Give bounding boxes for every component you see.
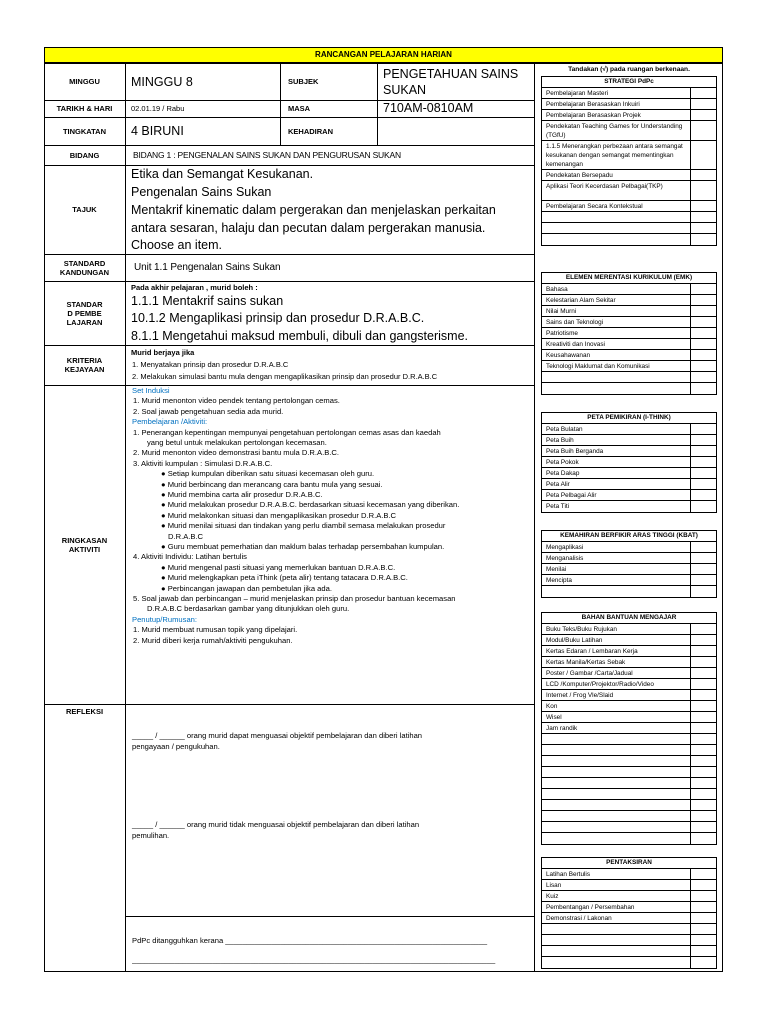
refleksi-line-2a: _____ / ______ orang murid tidak menguasai objektif pembelajaran dan diberi latihan	[132, 820, 420, 829]
checkbox-cell[interactable]	[690, 668, 716, 678]
set-induksi-item: 1. Murid menonton video pendek tentang pertolongan cemas.	[133, 396, 340, 406]
sidebar-row-label: Pembelajaran Masteri	[546, 90, 609, 97]
sidebar-row-pentaksiran	[542, 957, 716, 968]
set-induksi-item: 2. Soal jawab pengetahuan sedia ada murid.	[133, 406, 284, 416]
sidebar-row-label: 1.1.5 Menerangkan perbezaan antara semangat kesukanan dengan semangat mementingkan kemenangan	[546, 143, 683, 168]
sidebar-row-ithink	[542, 424, 716, 435]
sidebar-row-label: Peta Bulatan	[546, 426, 583, 433]
sidebar-row-pentaksiran	[542, 935, 716, 946]
checkbox-cell[interactable]	[690, 778, 716, 788]
sidebar-row-kbat	[542, 553, 716, 564]
checkbox-cell[interactable]	[690, 501, 716, 512]
checkbox-cell[interactable]	[690, 913, 716, 923]
sidebar-row-strategi	[542, 121, 716, 141]
sidebar-row-bbm	[542, 679, 716, 690]
tajuk-dropdown[interactable]: Choose an item.	[131, 238, 223, 252]
sidebar-row-strategi	[542, 223, 716, 234]
sidebar-row-label: Kertas Edaran / Lembaran Kerja	[546, 648, 638, 655]
sidebar-row-bbm	[542, 745, 716, 756]
checkbox-cell[interactable]	[690, 679, 716, 689]
checkbox-cell[interactable]	[690, 712, 716, 722]
header-divider-2	[377, 63, 378, 145]
pembelajaran-item: 5. Soal jawab dan perbincangan – murid menjelaskan prinsip dan prosedur bantuan kecemasan	[133, 594, 456, 603]
sidebar-row-label: Peta Pokok	[546, 459, 579, 466]
pembelajaran-item: ● Guru membuat pemerhatian dan maklum balas terhadap persembahan kumpulan.	[161, 542, 445, 551]
checkbox-cell[interactable]	[690, 553, 716, 563]
checkbox-cell[interactable]	[690, 789, 716, 799]
sidebar-row-label: Pendekatan Teaching Games for Understanding (TGfU)	[546, 123, 683, 139]
pembelajaran-item: ● Murid berbincang dan merancang cara bantu mula yang sesuai.	[161, 479, 383, 489]
checkbox-cell[interactable]	[690, 946, 716, 956]
label-standard-kandungan: STANDARD KANDUNGAN	[59, 258, 110, 277]
checkbox-cell[interactable]	[690, 767, 716, 777]
tajuk-line-3: Mentakrif kinematic dalam pergerakan dan menjelaskan perkaitan	[131, 203, 496, 217]
checkbox-cell[interactable]	[690, 306, 716, 316]
checkbox-cell[interactable]	[690, 745, 716, 755]
sidebar-row-label: Pembentangan / Persembahan	[546, 904, 635, 911]
sidebar-row-label: Latihan Bertulis	[546, 871, 591, 878]
pembelajaran-item: yang betul untuk melakukan pertolongan kecemasan.	[147, 438, 327, 447]
checkbox-cell[interactable]	[690, 646, 716, 656]
checkbox-cell[interactable]	[690, 723, 716, 733]
checkbox-cell[interactable]	[690, 372, 716, 382]
penutup-item: 1. Murid membuat rumusan topik yang dipelajari.	[133, 625, 298, 635]
checkbox-cell[interactable]	[690, 490, 716, 500]
checkbox-cell[interactable]	[690, 295, 716, 305]
sidebar-instruction: Tandakan (√) pada ruangan berkenaan.	[568, 66, 690, 73]
sidebar-row-label: Buku Teks/Buku Rujukan	[546, 626, 617, 633]
checkbox-cell[interactable]	[690, 361, 716, 371]
sidebar-table-heading: BAHAN BANTUAN MENGAJAR	[542, 613, 716, 624]
sidebar-row-bbm	[542, 624, 716, 635]
value-masa: 710AM-0810AM	[383, 101, 474, 115]
sidebar-row-bbm	[542, 668, 716, 679]
sidebar-row-label: Peta Dakap	[546, 470, 580, 477]
sidebar-row-emk	[542, 383, 716, 394]
sidebar-row-label: Kuiz	[546, 893, 559, 900]
checkbox-cell[interactable]	[690, 542, 716, 552]
checkbox-cell[interactable]	[690, 869, 716, 879]
sidebar-row-pentaksiran	[542, 869, 716, 880]
sidebar-row-strategi	[542, 212, 716, 223]
checkbox-cell[interactable]	[690, 141, 716, 169]
sidebar-row-pentaksiran	[542, 913, 716, 924]
checkbox-cell[interactable]	[690, 690, 716, 700]
checkbox-cell[interactable]	[690, 121, 716, 140]
sidebar-row-label: LCD /Komputer/Projektor/Radio/Video	[546, 681, 654, 688]
set-induksi-heading: Set Induksi	[132, 386, 170, 395]
pembelajaran-item: ● Murid melengkapkan peta iThink (peta alir) tentang tatacara D.R.A.B.C.	[161, 573, 408, 583]
value-subjek-line2: SUKAN	[383, 83, 427, 97]
sidebar-row-strategi	[542, 141, 716, 170]
pembelajaran-item: 1. Penerangan kepentingan mempunyai pengetahuan pertolongan cemas asas dan kaedah	[133, 427, 441, 437]
checkbox-cell[interactable]	[690, 383, 716, 394]
label-minggu: MINGGU	[69, 77, 100, 86]
refleksi-line-1a: _____ / ______ orang murid dapat menguasai objektif pembelajaran dan diberi latihan	[132, 731, 423, 740]
sidebar-row-emk	[542, 339, 716, 350]
sidebar-row-label: Peta Buih Berganda	[546, 448, 604, 455]
value-standard-kandungan[interactable]: Unit 1.1 Pengenalan Sains Sukan	[134, 262, 281, 273]
sidebar-row-kbat	[542, 586, 716, 597]
checkbox-cell[interactable]	[690, 586, 716, 597]
sidebar-row-label: Modul/Buku Latihan	[546, 637, 603, 644]
checkbox-cell[interactable]	[690, 657, 716, 667]
sidebar-row-bbm	[542, 657, 716, 668]
sidebar-row-label: Poster / Gambar /Carta/Jadual	[546, 670, 633, 677]
sidebar-row-pentaksiran	[542, 946, 716, 957]
checkbox-cell[interactable]	[690, 435, 716, 445]
sidebar-row-strategi	[542, 201, 716, 212]
sidebar-row-label: Peta Buih	[546, 437, 574, 444]
value-subjek-line1: PENGETAHUAN SAINS	[383, 67, 519, 81]
penutup-heading: Penutup/Rumusan:	[132, 614, 198, 624]
checkbox-cell[interactable]	[690, 701, 716, 711]
page-title: RANCANGAN PELAJARAN HARIAN	[44, 47, 723, 63]
sidebar-row-label: Pembelajaran Berasaskan Inkuiri	[546, 101, 640, 108]
sidebar-row-kbat	[542, 564, 716, 575]
checkbox-cell[interactable]	[690, 317, 716, 327]
sidebar-row-emk	[542, 317, 716, 328]
sidebar-row-bbm	[542, 822, 716, 833]
value-tarikh: 02.01.19 / Rabu	[131, 104, 185, 113]
checkbox-cell[interactable]	[690, 170, 716, 180]
sidebar-row-label: Demonstrasi / Lakonan	[546, 915, 612, 922]
checkbox-cell[interactable]	[690, 328, 716, 338]
checkbox-cell[interactable]	[690, 446, 716, 456]
checkbox-cell[interactable]	[690, 284, 716, 294]
sidebar-row-label: Pembelajaran Secara Kontekstual	[546, 203, 643, 210]
sidebar-table-ithink	[541, 412, 717, 513]
row-divider	[125, 916, 534, 917]
label-refleksi: REFLEKSI	[65, 706, 104, 716]
sidebar-row-ithink	[542, 479, 716, 490]
pembelajaran-heading: Pembelajaran /Aktiviti:	[132, 417, 208, 427]
label-tarikh: TARIKH & HARI	[56, 104, 113, 113]
checkbox-cell[interactable]	[690, 350, 716, 360]
sidebar-row-label: Kon	[546, 703, 558, 710]
sidebar-row-emk	[542, 361, 716, 372]
sidebar-row-bbm	[542, 635, 716, 646]
checkbox-cell[interactable]	[690, 880, 716, 890]
sidebar-row-kbat	[542, 575, 716, 586]
sidebar-table-heading: KEMAHIRAN BERFIKIR ARAS TINGGI (KBAT)	[542, 531, 716, 542]
kriteria-intro: Murid berjaya jika	[131, 348, 195, 357]
pembelajaran-item: 3. Aktiviti kumpulan : Simulasi D.R.A.B.C.	[133, 458, 273, 468]
sidebar-table-kbat	[541, 530, 717, 598]
label-tingkatan: TINGKATAN	[62, 126, 107, 136]
sidebar-row-label: Lisan	[546, 882, 562, 889]
sidebar-row-ithink	[542, 446, 716, 457]
sidebar-row-bbm	[542, 756, 716, 767]
sidebar-row-label: Keusahawanan	[546, 352, 591, 359]
checkbox-cell[interactable]	[690, 811, 716, 821]
pembelajaran-item: ● Murid menilai situasi dan tindakan yang perlu diambil semasa melakukan prosedur	[161, 521, 446, 531]
sidebar-table-strategi	[541, 76, 717, 246]
sidebar-row-label: Peta Titi	[546, 503, 570, 510]
sidebar-row-ithink	[542, 457, 716, 468]
sidebar-row-ithink	[542, 490, 716, 501]
checkbox-cell[interactable]	[690, 212, 716, 222]
sidebar-row-label: Nilai Murni	[546, 308, 577, 315]
checkbox-cell[interactable]	[690, 800, 716, 810]
sidebar-row-label: Menilai	[546, 566, 567, 573]
sidebar-row-bbm	[542, 646, 716, 657]
checkbox-cell[interactable]	[690, 468, 716, 478]
pembelajaran-item: ● Murid membina carta alir prosedur D.R.A.B.C.	[161, 490, 323, 499]
sidebar-row-emk	[542, 284, 716, 295]
checkbox-cell[interactable]	[690, 110, 716, 120]
label-bidang: BIDANG	[69, 150, 100, 160]
checkbox-cell[interactable]	[690, 935, 716, 945]
label-column-divider	[125, 63, 126, 972]
checkbox-cell[interactable]	[690, 575, 716, 585]
sidebar-row-label: Kelestarian Alam Sekitar	[546, 297, 616, 304]
sidebar-table-heading: PETA PEMIKIRAN (I-THINK)	[542, 413, 716, 424]
sidebar-table-heading: STRATEGI PdPc	[542, 77, 716, 88]
checkbox-cell[interactable]	[690, 181, 716, 200]
sidebar-row-label: Peta Pelbagai Alir	[546, 492, 597, 499]
sidebar-row-label: Aplikasi Teori Kecerdasan Pelbagai(TKP)	[546, 183, 663, 190]
sidebar-row-label: Menganalisis	[546, 555, 584, 562]
sidebar-row-label: Bahasa	[546, 286, 568, 293]
checkbox-cell[interactable]	[690, 479, 716, 489]
sidebar-row-label: Kreativiti dan Inovasi	[546, 341, 605, 348]
label-standard-pembelajaran: STANDARD PEMBELAJARAN	[66, 299, 103, 327]
checkbox-cell[interactable]	[690, 99, 716, 109]
kriteria-item-2: 2. Melakukan simulasi bantu mula dengan mengaplikasikan prinsip dan prosedur D.R.A.B.C	[132, 372, 438, 381]
pembelajaran-item: ● Perbincangan jawapan dan pembetulan jika ada.	[161, 583, 332, 593]
pembelajaran-item: D.R.A.B.C	[168, 531, 204, 541]
checkbox-cell[interactable]	[690, 635, 716, 645]
checkbox-cell[interactable]	[690, 902, 716, 912]
sidebar-row-emk	[542, 328, 716, 339]
checkbox-cell[interactable]	[690, 339, 716, 349]
sidebar-row-bbm	[542, 690, 716, 701]
checkbox-cell[interactable]	[690, 424, 716, 434]
sidebar-row-bbm	[542, 734, 716, 745]
label-ringkasan-aktiviti: RINGKASAN AKTIVITI	[61, 535, 108, 554]
checkbox-cell[interactable]	[690, 756, 716, 766]
sidebar-row-bbm	[542, 811, 716, 822]
sidebar-row-pentaksiran	[542, 880, 716, 891]
sp-intro: Pada akhir pelajaran , murid boleh :	[131, 283, 258, 292]
sidebar-row-label: Jam randik	[546, 725, 578, 732]
checkbox-cell[interactable]	[690, 201, 716, 211]
sidebar-row-label: Teknologi Maklumat dan Komunikasi	[546, 363, 650, 370]
sidebar-table-heading: ELEMEN MERENTASI KURIKULUM (EMK)	[542, 273, 716, 284]
sidebar-row-label: Mengaplikasi	[546, 544, 584, 551]
sp-item-1: 1.1.1 Mentakrif sains sukan	[131, 294, 284, 308]
sidebar-row-emk	[542, 372, 716, 383]
checkbox-cell[interactable]	[690, 833, 716, 844]
sidebar-row-emk	[542, 306, 716, 317]
sidebar-row-strategi	[542, 99, 716, 110]
sidebar-row-strategi	[542, 170, 716, 181]
pdpc-postponed-line[interactable]: PdPc ditangguhkan kerana ______________________________________________________________	[132, 936, 488, 945]
checkbox-cell[interactable]	[690, 891, 716, 901]
pembelajaran-item: ● Setiap kumpulan diberikan satu situasi kecemasan oleh guru.	[161, 469, 375, 479]
label-subjek: SUBJEK	[288, 77, 319, 86]
sidebar-row-bbm	[542, 789, 716, 800]
pembelajaran-item: D.R.A.B.C berdasarkan gambar yang ditunjukkan oleh guru.	[147, 604, 350, 614]
value-tingkatan: 4 BIRUNI	[131, 124, 184, 138]
sidebar-row-label: Pendekatan Bersepadu	[546, 172, 613, 179]
sidebar-row-bbm	[542, 767, 716, 778]
checkbox-cell[interactable]	[690, 822, 716, 832]
sidebar-row-emk	[542, 295, 716, 306]
sidebar-table-emk	[541, 272, 717, 395]
sidebar-row-pentaksiran	[542, 902, 716, 913]
label-kehadiran: KEHADIRAN	[288, 126, 333, 136]
pembelajaran-item: 2. Murid menonton video demonstrasi bantu mula D.R.A.B.C.	[133, 448, 339, 458]
sidebar-row-label: Mencipta	[546, 577, 572, 584]
sidebar-row-bbm	[542, 800, 716, 811]
penutup-item: 2. Murid diberi kerja rumah/aktiviti pengukuhan.	[133, 635, 293, 645]
sidebar-table-pentaksiran	[541, 857, 717, 969]
refleksi-line-2b: pemulihan.	[132, 831, 170, 840]
label-masa: MASA	[288, 104, 311, 113]
pembelajaran-item: ● Murid melakonkan situasi dan mengaplikasikan prosedur D.R.A.B.C	[161, 510, 397, 520]
sidebar-row-label: Kertas Manila/Kertas Sebak	[546, 659, 626, 666]
sidebar-row-bbm	[542, 723, 716, 734]
sidebar-row-label: Sains dan Teknologi	[546, 319, 604, 326]
sidebar-row-label: Pembelajaran Berasaskan Projek	[546, 112, 641, 119]
sp-item-2: 10.1.2 Mengaplikasi prinsip dan prosedur D.R.A.B.C.	[131, 311, 425, 325]
sidebar-row-strategi	[542, 234, 716, 245]
refleksi-line-1b: pengayaan / pengukuhan.	[132, 742, 220, 751]
checkbox-cell[interactable]	[690, 957, 716, 968]
tajuk-line-2: Pengenalan Sains Sukan	[131, 185, 272, 199]
sidebar-row-pentaksiran	[542, 924, 716, 935]
checkbox-cell[interactable]	[690, 234, 716, 245]
checkbox-cell[interactable]	[690, 457, 716, 467]
sidebar-table-heading: PENTAKSIRAN	[542, 858, 716, 869]
sidebar-row-strategi	[542, 181, 716, 201]
pembelajaran-item: 4. Aktiviti Individu: Latihan bertulis	[133, 552, 247, 562]
checkbox-cell[interactable]	[690, 564, 716, 574]
sp-item-3: 8.1.1 Mengetahui maksud membuli, dibuli dan gangsterisme.	[131, 329, 468, 343]
tajuk-line-1: Etika dan Semangat Kesukanan.	[131, 167, 314, 181]
label-tajuk: TAJUK	[72, 205, 97, 214]
checkbox-cell[interactable]	[690, 924, 716, 934]
pdpc-postponed-line-2[interactable]: ______________________________________________________________________________________	[132, 955, 496, 964]
sidebar-row-bbm	[542, 701, 716, 712]
sidebar-row-bbm	[542, 712, 716, 723]
sidebar-row-emk	[542, 350, 716, 361]
sidebar-table-bbm	[541, 612, 717, 845]
sidebar-row-label: Peta Alir	[546, 481, 570, 488]
sidebar-row-ithink	[542, 501, 716, 512]
sidebar-row-label: Patriotisme	[546, 330, 578, 337]
value-bidang[interactable]: BIDANG 1 : PENGENALAN SAINS SUKAN DAN PENGURUSAN SUKAN	[133, 150, 401, 160]
sidebar-row-ithink	[542, 435, 716, 446]
pembelajaran-item: ● Murid melakukan prosedur D.R.A.B.C. berdasarkan situasi kecemasan yang diberikan.	[161, 500, 460, 510]
sidebar-row-kbat	[542, 542, 716, 553]
checkbox-cell[interactable]	[690, 223, 716, 233]
kriteria-item-1: 1. Menyatakan prinsip dan prosedur D.R.A.B.C	[132, 360, 289, 369]
pembelajaran-item: ● Murid mengenal pasti situasi yang memerlukan bantuan D.R.A.B.C.	[161, 562, 396, 572]
checkbox-cell[interactable]	[690, 88, 716, 98]
sidebar-row-label: Wisel	[546, 714, 562, 721]
value-minggu: MINGGU 8	[131, 75, 193, 89]
sidebar-row-pentaksiran	[542, 891, 716, 902]
sidebar-row-label: Internet / Frog Vle/Slaid	[546, 692, 614, 699]
checkbox-cell[interactable]	[690, 734, 716, 744]
sidebar-row-strategi	[542, 110, 716, 121]
sidebar-row-bbm	[542, 833, 716, 844]
sidebar-row-strategi	[542, 88, 716, 99]
tajuk-line-4: antara sesaran, halaju dan pecutan dalam pergerakan manusia.	[131, 221, 486, 235]
sidebar-divider	[534, 63, 535, 972]
sidebar-row-ithink	[542, 468, 716, 479]
label-kriteria: KRITERIA KEJAYAAN	[64, 356, 105, 374]
sidebar-row-bbm	[542, 778, 716, 789]
checkbox-cell[interactable]	[690, 624, 716, 634]
